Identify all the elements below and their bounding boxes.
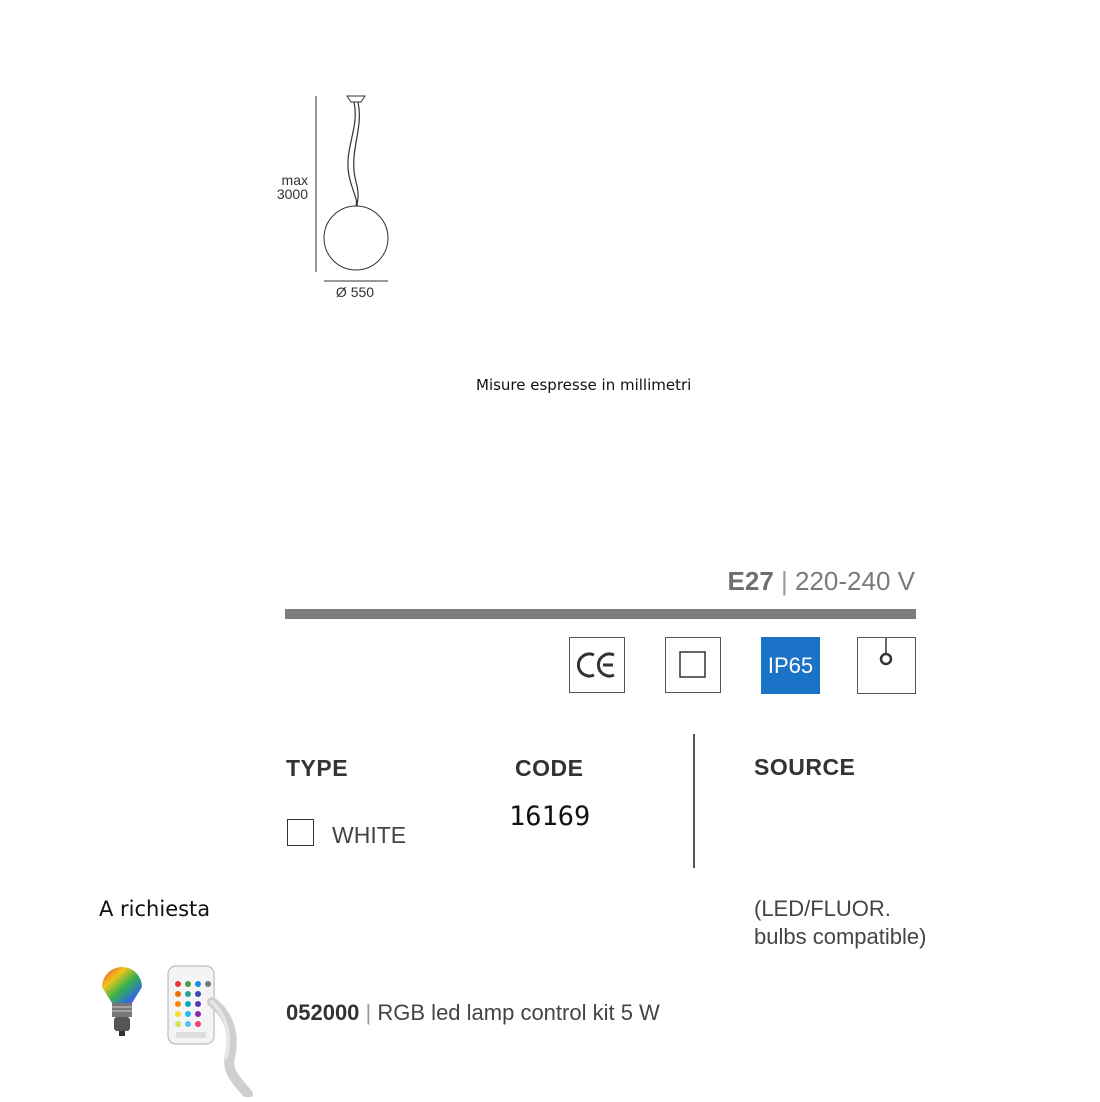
- source-note-line1: (LED/FLUOR.: [754, 896, 891, 921]
- ce-mark-icon: [569, 637, 625, 693]
- table-vertical-divider: [693, 734, 695, 868]
- source-header: SOURCE: [754, 754, 856, 780]
- socket-type: E27: [727, 566, 774, 596]
- kit-separator: |: [365, 1000, 372, 1025]
- remote-control-icon: [166, 962, 256, 1097]
- kit-description: RGB led lamp control kit 5 W: [377, 1000, 660, 1025]
- spec-divider-bar: [285, 609, 916, 619]
- measurement-note: Misure espresse in millimetri: [476, 376, 692, 394]
- ip65-icon: IP65: [761, 637, 820, 694]
- spec-separator: |: [781, 566, 788, 596]
- code-value: 16169: [509, 801, 591, 832]
- diameter-label: Ø 550: [335, 284, 375, 300]
- height-label-value: 3000: [276, 186, 308, 202]
- voltage: 220-240 V: [795, 566, 915, 596]
- on-request-title: A richiesta: [99, 897, 211, 921]
- code-header: CODE: [515, 755, 584, 781]
- control-kit-line: [286, 1000, 660, 1026]
- type-header: TYPE: [286, 755, 349, 781]
- spec-header: [728, 566, 915, 597]
- type-white-checkbox[interactable]: [287, 819, 314, 846]
- type-white-label: WHITE: [332, 822, 407, 848]
- class-ii-icon: [665, 637, 721, 693]
- kit-code: 052000: [286, 1000, 360, 1025]
- suspension-icon: [857, 637, 916, 694]
- source-note-line2: bulbs compatible): [754, 924, 927, 949]
- rgb-bulb-icon: [98, 963, 146, 1041]
- height-label-max: max: [281, 172, 308, 188]
- height-label: [262, 173, 308, 201]
- source-note: [754, 895, 926, 951]
